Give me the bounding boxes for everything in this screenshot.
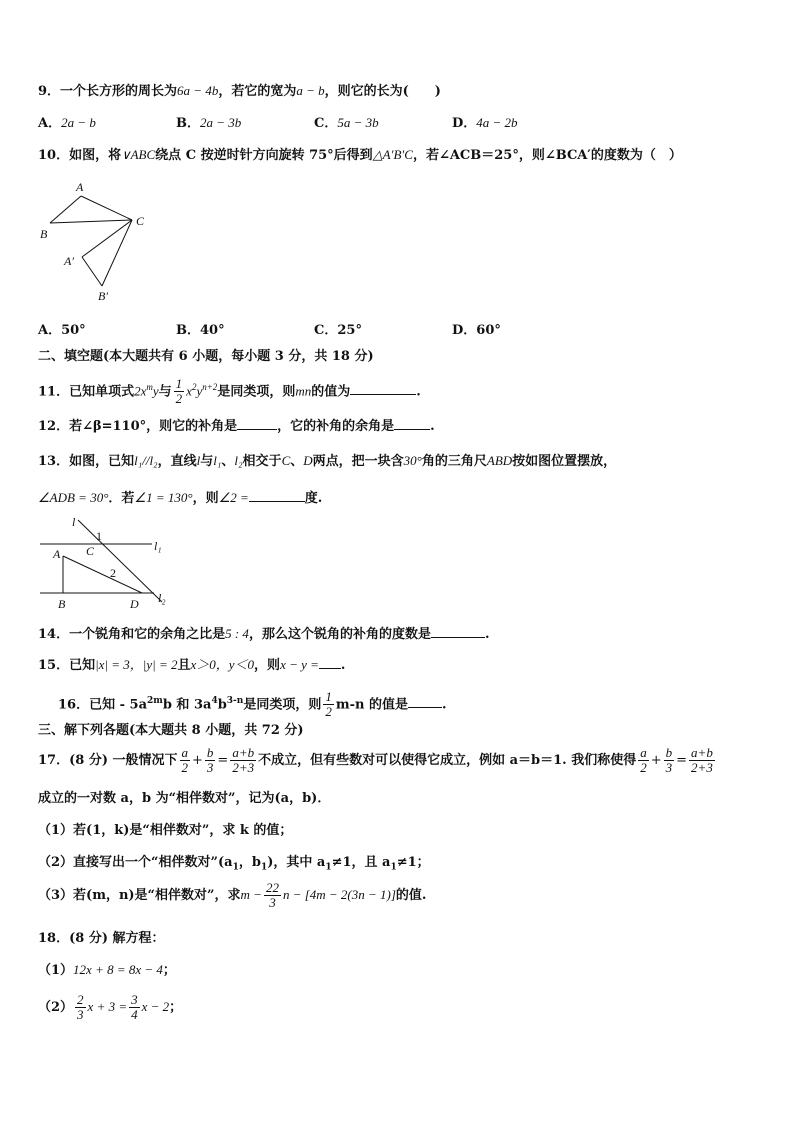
q10-label-a-prime: A′ [64, 254, 74, 268]
q11-answer-blank[interactable] [350, 381, 416, 395]
question-13-line-2: ∠ADB = 30°．若∠1 = 130°，则∠2 = 度. [38, 490, 323, 506]
question-9-stem [38, 82, 441, 101]
question-17-part-2: （2）直接写出一个“相伴数对$”(a_1$，$b_1$)，其中 $a_1\ne 1$，且 $a_1\ne 1$； [38, 855, 430, 873]
q10-edge-a2b2 [82, 257, 102, 286]
q13-answer-blank[interactable] [249, 488, 305, 502]
q10-edge-bc [50, 220, 132, 223]
question-17-part-3: （3）若(m，n)是“相伴数对”，求m − $\frac{22}{3}$ n − [4m − 2(3n − 1)]的值. [38, 880, 427, 910]
q10-edge-b2c [102, 220, 132, 286]
q13-figure [34, 512, 184, 614]
q10-option-a[interactable]: A．50° [38, 323, 86, 338]
q13-label-a: A [53, 547, 61, 561]
q9-option-b[interactable]: B．2a − 3b [176, 115, 242, 131]
question-10-stem: 10．如图，将∨ABC绕点 C 按逆时针方向旋转 75°后得到△A′B′C，若∠ACB＝25°，则∠BCA′的度数为（ ） [38, 147, 682, 163]
q13-label-angle-1: 1 [96, 529, 102, 543]
q11-fraction-half: $\frac{1}{2}$ [175, 376, 183, 407]
q10-option-d[interactable]: D．60° [452, 323, 501, 338]
question-16: 16．已知 - $5a^{2m}b$ 和 $3a^4b^{3-n}$是同类项，则 $\frac{1}{2}$ m-n 的值是 . [58, 689, 447, 720]
section-3-heading: 三、解下列各题(本大题共 8 小题，共 72 分) [38, 723, 304, 738]
q15-answer-blank[interactable] [319, 655, 341, 669]
q12-answer-blank-2[interactable] [394, 416, 430, 430]
question-18-stem: 18．(8 分) 解方程： [38, 931, 165, 946]
q9-option-a[interactable]: A．2a − b [38, 115, 96, 131]
q9-expr-width: a − b [296, 83, 325, 98]
question-12: 12．若∠β=110°，则它的补角是 ，它的补角的余角是 . [38, 416, 435, 436]
q10-edge-a2c [82, 220, 132, 257]
q9-text-c: ，则它的长为( ) [324, 84, 441, 99]
q9-text-b: ，若它的宽为 [218, 84, 297, 99]
question-17-line-1: 17．(8 分) 一般情况下 $\frac{a}{2}$ + $\frac{b}{3}$ = $\frac{a+b}{2+3}$ 不成立，但有些数对可以使得它成立，例如 a＝b＝1. 我们称使得 $\frac{a}{2}$ + $\frac{b}{3}$ = $\frac{a+b}{2+3}$ [38, 745, 713, 775]
q9-option-c[interactable]: C．5a − 3b [314, 115, 379, 131]
q10-label-c: C [136, 214, 145, 228]
question-17-part-1: （1）若(1，k)是“相伴数对”，求 k 的值； [38, 823, 293, 838]
q10-option-c[interactable]: C．25° [314, 323, 362, 338]
q13-label-d: D [130, 597, 139, 611]
q13-label-c: C [86, 544, 95, 558]
q12-answer-blank-1[interactable] [237, 416, 277, 430]
q10-label-a: A [76, 180, 84, 194]
q10-edge-ab [50, 196, 81, 223]
q10-figure [36, 178, 156, 306]
q16-fraction-half: $\frac{1}{2}$ [325, 689, 332, 720]
q16-answer-blank[interactable] [408, 694, 442, 708]
q10-option-b[interactable]: B．40° [176, 323, 225, 338]
q10-edge-ac [81, 196, 132, 220]
q9-text-a: 9．一个长方形的周长为 [38, 84, 178, 99]
question-18-part-2: （2） $\frac{2}{3}$ x + 3 = $\frac{3}{4}$ x − 2； [38, 992, 183, 1022]
question-13-line-1: 13．如图，已知l₁//l₂，直线l与l₁、l₂相交于C、D两点，把一块含30°角的三角尺ABD按如图位置摆放， [38, 453, 617, 469]
q10-label-b-prime: B′ [98, 289, 108, 303]
q14-answer-blank[interactable] [431, 624, 485, 638]
question-11: 11．已知单项式$2x^my$与 $\frac{1}{2}$ $x^2y^{n+2}$是同类项，则mn的值为 . [38, 376, 421, 407]
q10-label-b: B [40, 227, 48, 241]
q13-label-l2: l₂ [158, 591, 166, 605]
q9-option-d[interactable]: D．4a − 2b [452, 115, 518, 131]
q13-label-b: B [58, 597, 66, 611]
question-17-line-2: 成立的一对数 a，b 为“相伴数对”，记为(a，b)． [38, 791, 331, 806]
q13-label-l1: l₁ [154, 539, 162, 553]
q13-label-l: l [72, 515, 76, 529]
question-15: 15．已知|x| = 3，|y| = 2且x＞0，y＜0，则x − y = . [38, 657, 346, 673]
q13-label-angle-2: 2 [110, 566, 116, 580]
section-2-heading: 二、填空题(本大题共有 6 小题，每小题 3 分，共 18 分) [38, 349, 374, 364]
q13-line-l [78, 520, 162, 602]
question-14: 14．一个锐角和它的余角之比是5 : 4，那么这个锐角的补角的度数是 . [38, 626, 490, 642]
q9-expr-perimeter: 6a − 4b [177, 83, 219, 98]
q13-triangle-ad [63, 556, 142, 593]
question-18-part-1: （1）12x + 8 = 8x − 4； [38, 962, 176, 978]
